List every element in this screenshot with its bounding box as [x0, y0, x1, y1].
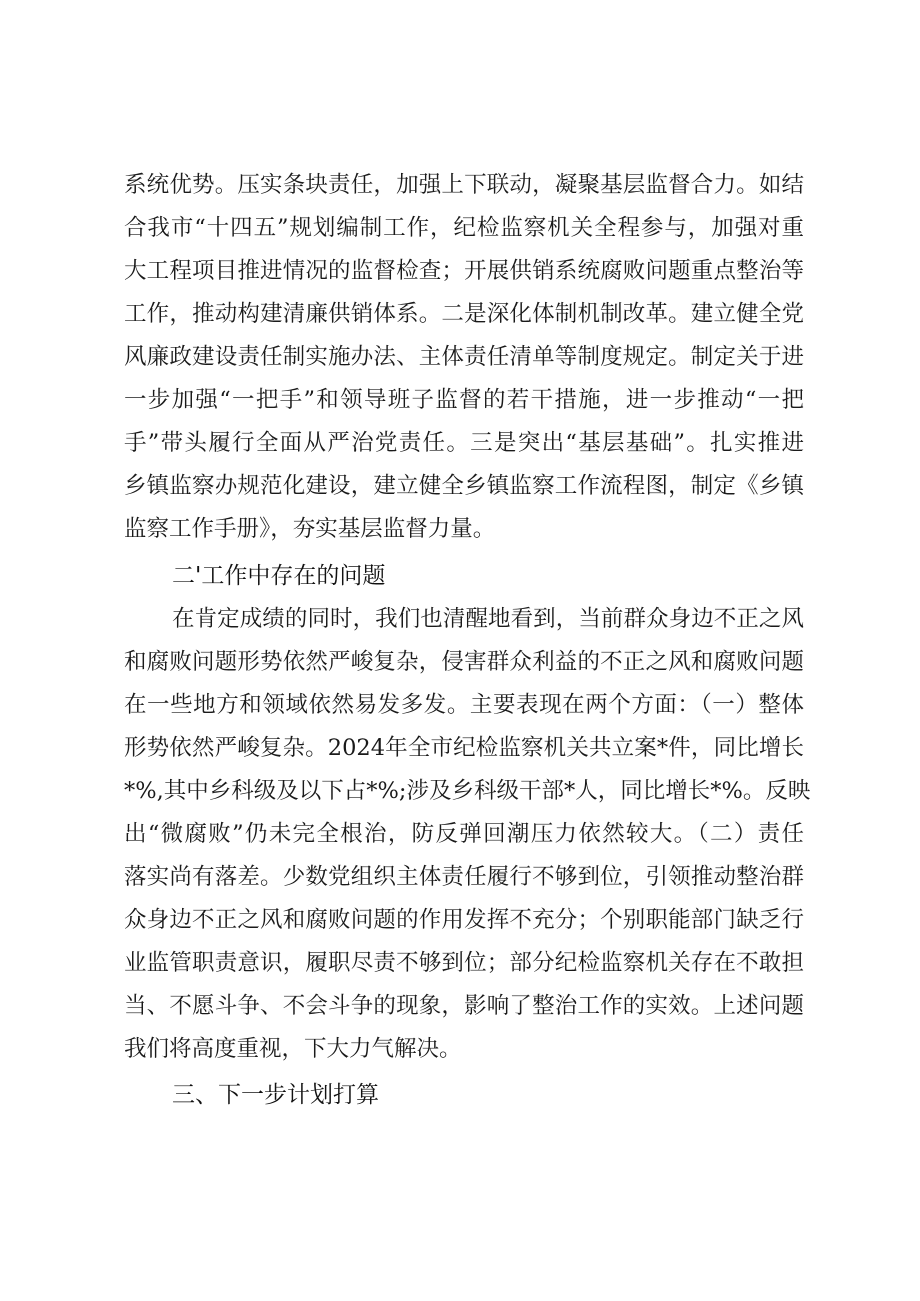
paragraph1-line-5: 风廉政建设责任制实施办法、主体责任清单等制度规定。制定关于进 [124, 344, 804, 370]
paragraph1-line-2: 合我市“十四五”规划编制工作，纪检监察机关全程参与，加强对重 [124, 215, 804, 241]
paragraph2-line-10: 当、不愿斗争、不会斗争的现象，影响了整治工作的实效。上述问题 [124, 993, 804, 1019]
paragraph2-line-2: 和腐败问题形势依然严峻复杂，侵害群众利益的不正之风和腐败问题 [124, 649, 804, 675]
paragraph1-line-3: 大工程项目推进情况的监督检查；开展供销系统腐败问题重点整治等 [124, 258, 804, 284]
paragraph2-line-11: 我们将高度重视，下大力气解决。 [124, 1036, 462, 1062]
paragraph2-line-8: 众身边不正之风和腐败问题的作用发挥不充分；个别职能部门缺乏行 [124, 907, 804, 933]
paragraph2-line-6: 出“微腐败”仍未完全根治，防反弹回潮压力依然较大。（二）责任 [124, 821, 804, 847]
paragraph1-line-8: 乡镇监察办规范化建设，建立健全乡镇监察工作流程图，制定《乡镇 [124, 473, 804, 499]
paragraph1-line-7: 手”带头履行全面从严治党责任。三是突出“基层基础”。扎实推进 [124, 430, 804, 456]
paragraph1-line-6: 一步加强“一把手”和领导班子监督的若干措施，进一步推动“一把 [124, 387, 804, 413]
paragraph2-line-3: 在一些地方和领域依然易发多发。主要表现在两个方面：（一）整体 [124, 692, 804, 718]
section-heading-2: 二'工作中存在的问题 [172, 563, 386, 589]
paragraph2-line-1: 在肯定成绩的同时，我们也清醒地看到，当前群众身边不正之风 [172, 606, 804, 632]
paragraph2-line-5: *%,其中乡科级及以下占*%;涉及乡科级干部*人，同比增长*%。反映 [124, 778, 811, 804]
section-heading-3: 三、下一步计划打算 [172, 1082, 379, 1108]
paragraph2-line-9: 业监管职责意识，履职尽责不够到位；部分纪检监察机关存在不敢担 [124, 950, 804, 976]
paragraph1-line-1: 系统优势。压实条块责任，加强上下联动，凝聚基层监督合力。如结 [124, 172, 804, 198]
paragraph2-line-7: 落实尚有落差。少数党组织主体责任履行不够到位，引领推动整治群 [124, 864, 804, 890]
paragraph1-line-4: 工作，推动构建清廉供销体系。二是深化体制机制改革。建立健全党 [124, 301, 804, 327]
paragraph1-line-9: 监察工作手册》，夯实基层监督力量。 [124, 516, 496, 542]
paragraph2-line-4: 形势依然严峻复杂。2024年全市纪检监察机关共立案*件，同比增长 [124, 735, 804, 761]
